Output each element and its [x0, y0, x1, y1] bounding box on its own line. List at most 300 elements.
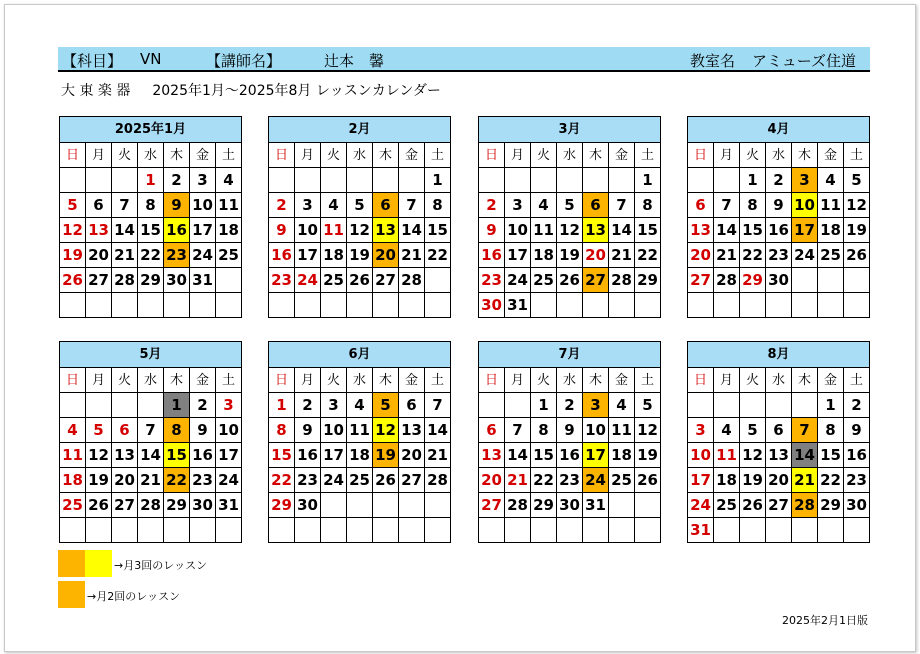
day-cell: 3 — [295, 193, 321, 218]
day-cell: 30 — [557, 493, 583, 518]
day-cell: 4 — [714, 418, 740, 443]
weekday-header: 水 — [766, 143, 792, 168]
empty-cell — [269, 168, 295, 193]
day-cell: 30 — [190, 493, 216, 518]
day-cell: 10 — [321, 418, 347, 443]
day-cell: 27 — [688, 268, 714, 293]
empty-cell — [399, 493, 425, 518]
empty-cell — [216, 518, 242, 543]
day-cell: 27 — [583, 268, 609, 293]
day-cell: 2 — [479, 193, 505, 218]
day-cell: 13 — [479, 443, 505, 468]
day-cell: 27 — [112, 493, 138, 518]
day-cell: 6 — [373, 193, 399, 218]
weekday-header: 木 — [583, 143, 609, 168]
day-cell: 26 — [635, 468, 661, 493]
weekday-header: 日 — [269, 143, 295, 168]
empty-cell — [479, 393, 505, 418]
day-cell: 9 — [766, 193, 792, 218]
weekday-header: 金 — [399, 368, 425, 393]
empty-cell — [347, 518, 373, 543]
day-cell: 10 — [688, 443, 714, 468]
month-calendar — [59, 341, 242, 543]
empty-cell — [373, 493, 399, 518]
day-cell: 10 — [583, 418, 609, 443]
empty-cell — [295, 168, 321, 193]
empty-cell — [399, 168, 425, 193]
day-cell: 25 — [609, 468, 635, 493]
day-cell: 30 — [295, 493, 321, 518]
day-cell: 2 — [295, 393, 321, 418]
weekday-header: 土 — [844, 368, 870, 393]
weekday-header: 金 — [818, 143, 844, 168]
empty-cell — [583, 168, 609, 193]
day-cell: 18 — [216, 218, 242, 243]
day-cell: 15 — [138, 218, 164, 243]
day-cell: 4 — [531, 193, 557, 218]
legend-orange-swatch-2 — [58, 581, 85, 608]
day-cell: 23 — [269, 268, 295, 293]
weekday-header: 火 — [321, 368, 347, 393]
day-cell: 26 — [373, 468, 399, 493]
weekday-header: 火 — [531, 368, 557, 393]
day-cell: 31 — [688, 518, 714, 543]
day-cell: 31 — [190, 268, 216, 293]
empty-cell — [818, 268, 844, 293]
month-title: 7月 — [479, 342, 661, 368]
day-cell: 16 — [557, 443, 583, 468]
day-cell: 26 — [740, 493, 766, 518]
shop-name: 大 東 楽 器 — [61, 83, 131, 99]
month-title: 5月 — [60, 342, 242, 368]
day-cell: 11 — [347, 418, 373, 443]
day-cell: 26 — [347, 268, 373, 293]
day-cell: 20 — [479, 468, 505, 493]
empty-cell — [216, 268, 242, 293]
day-cell: 8 — [531, 418, 557, 443]
empty-cell — [347, 293, 373, 318]
empty-cell — [531, 518, 557, 543]
day-cell: 9 — [479, 218, 505, 243]
empty-cell — [792, 293, 818, 318]
day-cell: 9 — [295, 418, 321, 443]
day-cell: 9 — [269, 218, 295, 243]
calendar-title: 2025年1月～2025年8月 レッスンカレンダー — [152, 83, 441, 99]
day-cell: 9 — [844, 418, 870, 443]
empty-cell — [60, 518, 86, 543]
subject-label: 【科目】 — [62, 52, 123, 70]
day-cell: 25 — [60, 493, 86, 518]
day-cell: 23 — [164, 243, 190, 268]
weekday-header: 土 — [216, 368, 242, 393]
empty-cell — [164, 518, 190, 543]
empty-cell — [347, 493, 373, 518]
day-cell: 23 — [295, 468, 321, 493]
day-cell: 11 — [531, 218, 557, 243]
weekday-header: 月 — [295, 368, 321, 393]
day-cell: 16 — [190, 443, 216, 468]
day-cell: 3 — [190, 168, 216, 193]
day-cell: 17 — [190, 218, 216, 243]
day-cell: 18 — [60, 468, 86, 493]
weekday-header: 木 — [164, 368, 190, 393]
empty-cell — [86, 293, 112, 318]
day-cell: 31 — [216, 493, 242, 518]
day-cell: 6 — [479, 418, 505, 443]
day-cell: 31 — [583, 493, 609, 518]
day-cell: 8 — [635, 193, 661, 218]
empty-cell — [425, 493, 451, 518]
day-cell: 13 — [399, 418, 425, 443]
empty-cell — [505, 168, 531, 193]
day-cell: 18 — [714, 468, 740, 493]
day-cell: 6 — [112, 418, 138, 443]
weekday-header: 土 — [425, 143, 451, 168]
empty-cell — [688, 168, 714, 193]
empty-cell — [688, 393, 714, 418]
empty-cell — [112, 293, 138, 318]
empty-cell — [60, 168, 86, 193]
weekday-header: 火 — [321, 143, 347, 168]
day-cell: 24 — [321, 468, 347, 493]
day-cell: 4 — [321, 193, 347, 218]
empty-cell — [112, 393, 138, 418]
day-cell: 17 — [295, 243, 321, 268]
empty-cell — [818, 293, 844, 318]
day-cell: 20 — [583, 243, 609, 268]
day-cell: 7 — [609, 193, 635, 218]
day-cell: 14 — [505, 443, 531, 468]
day-cell: 19 — [557, 243, 583, 268]
day-cell: 28 — [609, 268, 635, 293]
day-cell: 22 — [818, 468, 844, 493]
day-cell: 22 — [635, 243, 661, 268]
day-cell: 11 — [609, 418, 635, 443]
day-cell: 2 — [164, 168, 190, 193]
empty-cell — [60, 393, 86, 418]
day-cell: 14 — [792, 443, 818, 468]
empty-cell — [844, 518, 870, 543]
day-cell: 13 — [688, 218, 714, 243]
empty-cell — [714, 518, 740, 543]
day-cell: 19 — [635, 443, 661, 468]
day-cell: 5 — [557, 193, 583, 218]
empty-cell — [425, 518, 451, 543]
weekday-header: 月 — [295, 143, 321, 168]
day-cell: 15 — [818, 443, 844, 468]
day-cell: 6 — [86, 193, 112, 218]
empty-cell — [295, 293, 321, 318]
day-cell: 24 — [190, 243, 216, 268]
day-cell: 1 — [531, 393, 557, 418]
day-cell: 7 — [505, 418, 531, 443]
weekday-header: 日 — [688, 368, 714, 393]
empty-cell — [373, 518, 399, 543]
weekday-header: 水 — [557, 143, 583, 168]
day-cell: 21 — [609, 243, 635, 268]
day-cell: 20 — [766, 468, 792, 493]
empty-cell — [295, 518, 321, 543]
empty-cell — [766, 293, 792, 318]
month-title: 3月 — [479, 117, 661, 143]
day-cell: 21 — [425, 443, 451, 468]
day-cell: 17 — [505, 243, 531, 268]
empty-cell — [216, 293, 242, 318]
day-cell: 31 — [505, 293, 531, 318]
empty-cell — [531, 293, 557, 318]
empty-cell — [399, 293, 425, 318]
day-cell: 6 — [399, 393, 425, 418]
day-cell: 17 — [321, 443, 347, 468]
classroom-label: 教室名 — [690, 52, 736, 70]
edition-date: 2025年2月1日版 — [782, 614, 868, 627]
weekday-header: 月 — [714, 143, 740, 168]
empty-cell — [269, 293, 295, 318]
empty-cell — [635, 493, 661, 518]
weekday-header: 金 — [190, 368, 216, 393]
day-cell: 26 — [844, 243, 870, 268]
weekday-header: 月 — [86, 143, 112, 168]
day-cell: 14 — [714, 218, 740, 243]
day-cell: 5 — [844, 168, 870, 193]
weekday-header: 火 — [112, 143, 138, 168]
day-cell: 29 — [531, 493, 557, 518]
empty-cell — [531, 168, 557, 193]
empty-cell — [714, 393, 740, 418]
day-cell: 7 — [112, 193, 138, 218]
day-cell: 2 — [844, 393, 870, 418]
day-cell: 3 — [583, 393, 609, 418]
page-frame — [4, 4, 916, 652]
day-cell: 5 — [740, 418, 766, 443]
day-cell: 2 — [190, 393, 216, 418]
day-cell: 29 — [164, 493, 190, 518]
empty-cell — [740, 518, 766, 543]
weekday-header: 土 — [216, 143, 242, 168]
day-cell: 27 — [86, 268, 112, 293]
day-cell: 1 — [164, 393, 190, 418]
day-cell: 27 — [373, 268, 399, 293]
day-cell: 3 — [321, 393, 347, 418]
empty-cell — [766, 518, 792, 543]
day-cell: 25 — [321, 268, 347, 293]
day-cell: 13 — [583, 218, 609, 243]
day-cell: 22 — [138, 243, 164, 268]
day-cell: 28 — [138, 493, 164, 518]
empty-cell — [86, 168, 112, 193]
day-cell: 4 — [216, 168, 242, 193]
day-cell: 28 — [714, 268, 740, 293]
weekday-header: 木 — [792, 143, 818, 168]
day-cell: 20 — [86, 243, 112, 268]
day-cell: 1 — [740, 168, 766, 193]
weekday-header: 日 — [479, 368, 505, 393]
day-cell: 15 — [635, 218, 661, 243]
empty-cell — [792, 518, 818, 543]
day-cell: 14 — [112, 218, 138, 243]
empty-cell — [321, 168, 347, 193]
empty-cell — [740, 293, 766, 318]
weekday-header: 木 — [792, 368, 818, 393]
day-cell: 1 — [138, 168, 164, 193]
day-cell: 19 — [844, 218, 870, 243]
day-cell: 22 — [425, 243, 451, 268]
weekday-header: 日 — [60, 368, 86, 393]
day-cell: 10 — [190, 193, 216, 218]
empty-cell — [138, 518, 164, 543]
day-cell: 20 — [373, 243, 399, 268]
weekday-header: 火 — [531, 143, 557, 168]
weekday-header: 月 — [505, 143, 531, 168]
day-cell: 21 — [112, 243, 138, 268]
empty-cell — [269, 518, 295, 543]
day-cell: 21 — [138, 468, 164, 493]
empty-cell — [583, 293, 609, 318]
empty-cell — [609, 168, 635, 193]
day-cell: 4 — [818, 168, 844, 193]
day-cell: 14 — [609, 218, 635, 243]
empty-cell — [844, 268, 870, 293]
day-cell: 16 — [479, 243, 505, 268]
day-cell: 22 — [531, 468, 557, 493]
day-cell: 18 — [347, 443, 373, 468]
empty-cell — [557, 168, 583, 193]
empty-cell — [321, 293, 347, 318]
empty-cell — [792, 393, 818, 418]
empty-cell — [112, 168, 138, 193]
day-cell: 16 — [766, 218, 792, 243]
empty-cell — [505, 518, 531, 543]
empty-cell — [86, 518, 112, 543]
day-cell: 15 — [531, 443, 557, 468]
day-cell: 11 — [321, 218, 347, 243]
empty-cell — [347, 168, 373, 193]
empty-cell — [373, 293, 399, 318]
empty-cell — [138, 293, 164, 318]
day-cell: 11 — [818, 193, 844, 218]
day-cell: 3 — [505, 193, 531, 218]
day-cell: 24 — [216, 468, 242, 493]
day-cell: 4 — [60, 418, 86, 443]
empty-cell — [557, 518, 583, 543]
day-cell: 10 — [216, 418, 242, 443]
day-cell: 10 — [792, 193, 818, 218]
day-cell: 28 — [792, 493, 818, 518]
day-cell: 1 — [269, 393, 295, 418]
day-cell: 8 — [164, 418, 190, 443]
day-cell: 1 — [818, 393, 844, 418]
day-cell: 24 — [688, 493, 714, 518]
day-cell: 22 — [269, 468, 295, 493]
day-cell: 5 — [635, 393, 661, 418]
day-cell: 28 — [505, 493, 531, 518]
subtitle — [61, 80, 441, 100]
weekday-header: 金 — [190, 143, 216, 168]
day-cell: 13 — [86, 218, 112, 243]
weekday-header: 水 — [347, 143, 373, 168]
empty-cell — [138, 393, 164, 418]
weekday-header: 水 — [347, 368, 373, 393]
day-cell: 8 — [269, 418, 295, 443]
empty-cell — [609, 493, 635, 518]
day-cell: 22 — [164, 468, 190, 493]
empty-cell — [190, 293, 216, 318]
day-cell: 1 — [425, 168, 451, 193]
day-cell: 11 — [216, 193, 242, 218]
day-cell: 2 — [269, 193, 295, 218]
empty-cell — [609, 518, 635, 543]
day-cell: 21 — [505, 468, 531, 493]
day-cell: 12 — [740, 443, 766, 468]
empty-cell — [766, 393, 792, 418]
weekday-header: 土 — [635, 368, 661, 393]
empty-cell — [164, 293, 190, 318]
day-cell: 16 — [295, 443, 321, 468]
day-cell: 8 — [425, 193, 451, 218]
empty-cell — [60, 293, 86, 318]
day-cell: 30 — [844, 493, 870, 518]
day-cell: 24 — [505, 268, 531, 293]
day-cell: 19 — [60, 243, 86, 268]
month-title: 2月 — [269, 117, 451, 143]
day-cell: 1 — [635, 168, 661, 193]
weekday-header: 日 — [269, 368, 295, 393]
empty-cell — [112, 518, 138, 543]
day-cell: 8 — [818, 418, 844, 443]
day-cell: 12 — [347, 218, 373, 243]
empty-cell — [425, 268, 451, 293]
empty-cell — [479, 168, 505, 193]
day-cell: 16 — [164, 218, 190, 243]
month-calendar — [478, 116, 661, 318]
empty-cell — [688, 293, 714, 318]
day-cell: 28 — [425, 468, 451, 493]
day-cell: 23 — [844, 468, 870, 493]
month-calendar — [268, 341, 451, 543]
day-cell: 7 — [425, 393, 451, 418]
weekday-header: 土 — [844, 143, 870, 168]
day-cell: 17 — [688, 468, 714, 493]
weekday-header: 木 — [164, 143, 190, 168]
day-cell: 6 — [688, 193, 714, 218]
day-cell: 28 — [399, 268, 425, 293]
day-cell: 28 — [112, 268, 138, 293]
day-cell: 9 — [557, 418, 583, 443]
day-cell: 18 — [818, 218, 844, 243]
day-cell: 18 — [321, 243, 347, 268]
day-cell: 2 — [557, 393, 583, 418]
day-cell: 30 — [164, 268, 190, 293]
day-cell: 25 — [818, 243, 844, 268]
day-cell: 21 — [714, 243, 740, 268]
legend-orange-swatch — [58, 550, 85, 577]
weekday-header: 金 — [609, 143, 635, 168]
day-cell: 22 — [740, 243, 766, 268]
day-cell: 10 — [505, 218, 531, 243]
day-cell: 18 — [531, 243, 557, 268]
day-cell: 17 — [792, 218, 818, 243]
day-cell: 19 — [86, 468, 112, 493]
day-cell: 24 — [792, 243, 818, 268]
day-cell: 29 — [269, 493, 295, 518]
day-cell: 7 — [138, 418, 164, 443]
weekday-header: 水 — [557, 368, 583, 393]
day-cell: 12 — [60, 218, 86, 243]
month-calendar — [59, 116, 242, 318]
day-cell: 15 — [269, 443, 295, 468]
day-cell: 16 — [844, 443, 870, 468]
day-cell: 29 — [138, 268, 164, 293]
